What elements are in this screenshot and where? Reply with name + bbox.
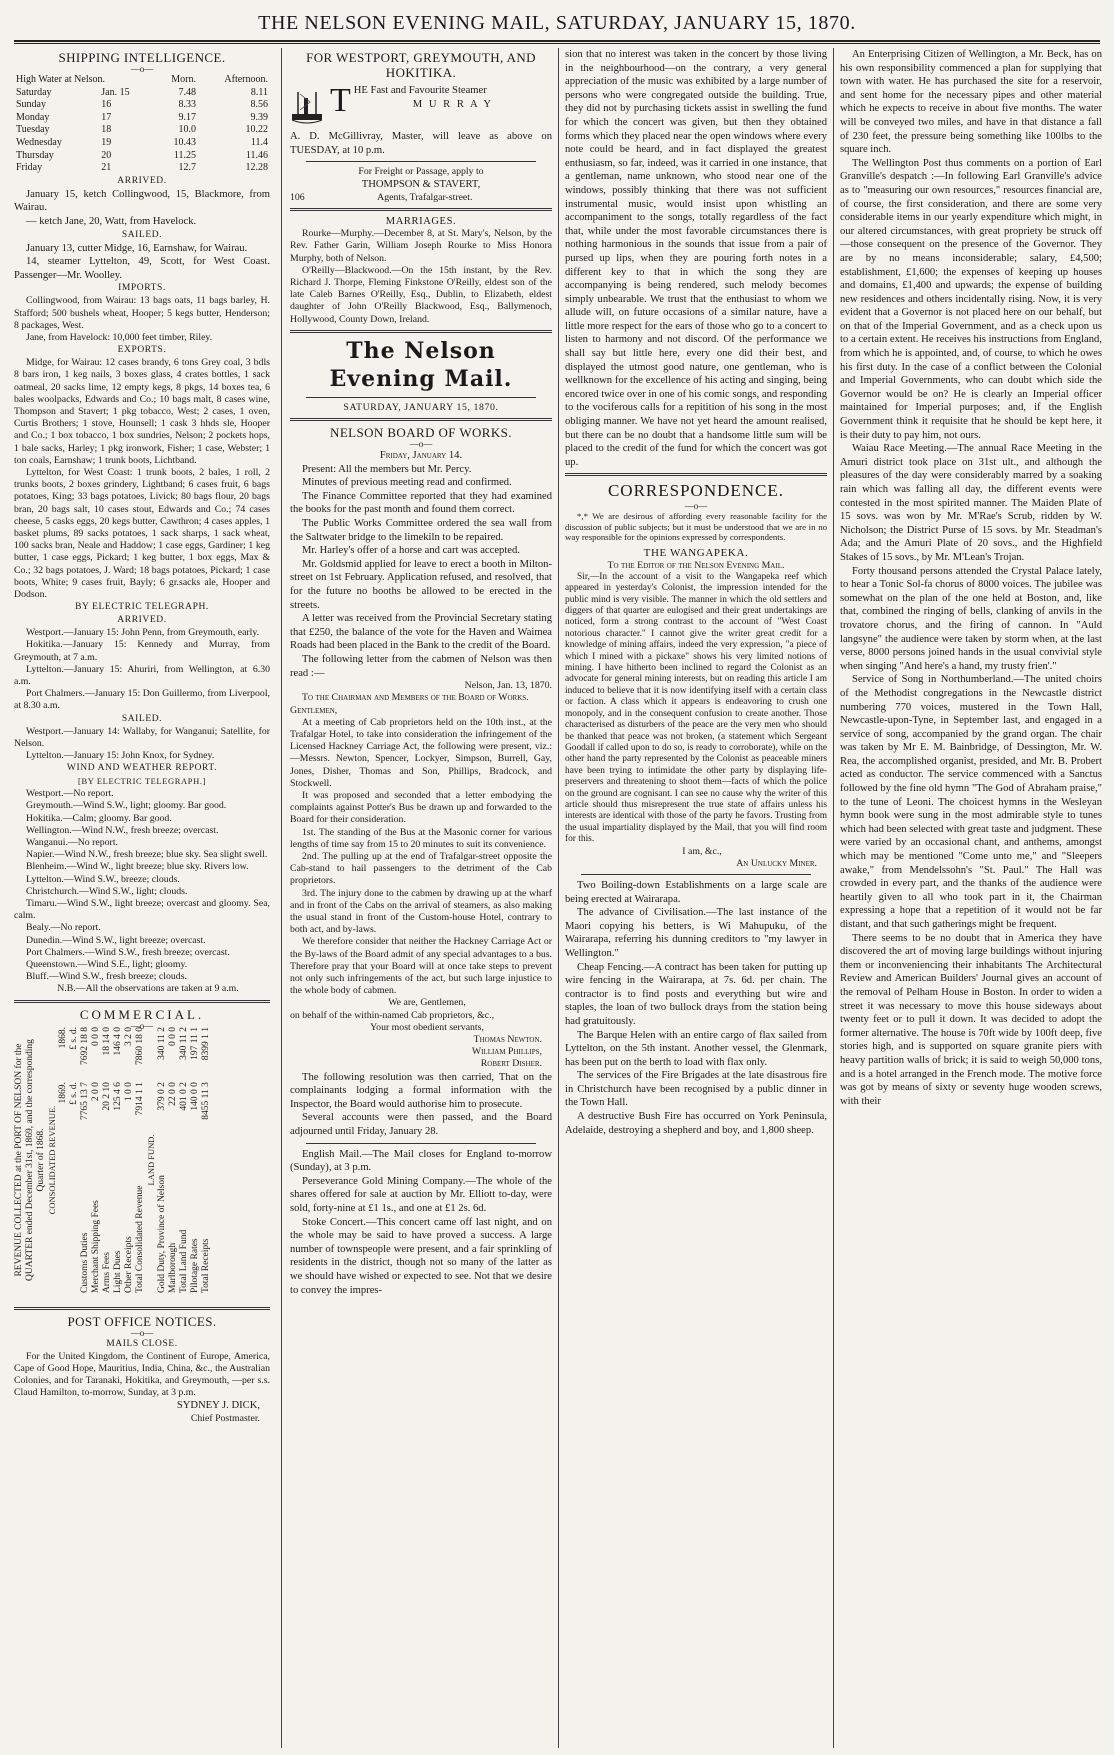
agent-name: THOMPSON & STAVERT,	[361, 179, 481, 191]
revenue-row	[102, 1025, 113, 1295]
marriage-notice: Rourke—Murphy.—December 8, at St. Mary's, Nelson, by the Rev. Father Garin, William Joseph Rourke to Miss Honora Murphy, both of Nelson.	[290, 228, 552, 264]
mails-close-heading: MAILS CLOSE.	[106, 1338, 178, 1349]
weather-note: N.B.—All the observations are taken at 9 a.m.	[57, 983, 239, 995]
masthead: THE NELSON EVENING MAIL, SATURDAY, JANUARY 15, 1870.	[258, 12, 856, 34]
divider: —o—	[409, 439, 433, 450]
tide-aft: 9.39	[250, 111, 268, 123]
shipping-heading: SHIPPING INTELLIGENCE.	[58, 50, 226, 65]
tide-row	[14, 87, 270, 100]
tide-aft: 11.4	[250, 136, 268, 148]
weather-item: Bealy.—No report.	[26, 922, 101, 934]
tide-row	[14, 137, 270, 150]
revenue-1868: 0 0 0	[91, 1026, 101, 1046]
correspondence-heading: CORRESPONDENCE.	[607, 481, 785, 501]
revenue-1869: 1 0 0	[124, 1081, 134, 1101]
letter-addressee: To the Editor of the Nelson Evening Mail.	[607, 559, 785, 571]
tide-morn: 12.7	[178, 162, 197, 174]
revenue-1869: 20 2 10	[102, 1081, 112, 1111]
revenue-row	[201, 1025, 212, 1295]
revenue-1868: 7860 18 0	[135, 1026, 145, 1065]
revenue-row	[80, 1025, 91, 1295]
tide-day: Wednesday	[16, 136, 62, 148]
revenue-1869: 8455 11 3	[201, 1081, 211, 1120]
weather-item: Napier.—Wind N.W., fresh breeze; blue sky. Sea slight swell.	[26, 849, 268, 861]
marriage-notice: O'Reilly—Blackwood.—On the 15th instant, by the Rev. Richard J. Thorpe, Fleming Finkstone O'Reilly, eldest son of the late Caleb Barnes O'Reilly, Esq., Dublin, to Elizabeth, eldest daughter of John O'Reilly Blackwood, Esq., Ballymenoch, Hollywood, County Down, Ireland.	[290, 264, 552, 325]
tide-row	[14, 124, 270, 137]
section-rule	[565, 473, 827, 476]
arrived-text: January 15, ketch Collingwood, 15, Blackmore, from Wairau.	[14, 188, 270, 214]
news-item: Service of Song in Northumberland.—The united choirs of the Methodist congregations in the Newcastle district numbering 770 voices, mustered in the Town Hall, Newcastle-upon-Tyne, in September last, and engaged in a service of song, accompanied by the grand organ. The chair was taken by Mr E. M. Bainbridge, of Dessington, Mr. W. Rea, the accomplished organist, presided, and Mr. B. Probert acted as conductor. The service commenced with a Sanctus followed by the fine old hymn "The God of Abraham praise," to the tune of Leoni. The choicest hymns in the Wesleyan hymn book were sung in the most admirable style to tunes which had been selected with great taste and judgment. These were varied by an occasional chant, and anthems, amongst which may be mentioned "Come unto me," and "Sleepers awake," from Mendelssohn's "St. Paul." The Hall was crowded in every part, and the thanks of the audience were heartily given to all who took part in it, the Chairman expressing a hope that a repetition of it would not be far distant, and that such gatherings might be frequent.	[840, 674, 1102, 930]
telegraph-arrival: Port Chalmers.—January 15: Don Guillermo, from Liverpool, at 8.30 a.m.	[14, 688, 270, 712]
revenue-col-head: 1868.	[58, 1026, 68, 1049]
board-text: The following resolution was then carried, That on the complainants lodging a formal information with the Inspector, the Board would authorise him to prosecute.	[290, 1071, 552, 1110]
revenue-1869: 401 0 2	[179, 1081, 189, 1111]
revenue-1869: 7914 1 1	[135, 1081, 145, 1116]
revenue-label: Arms Fees	[102, 1251, 112, 1293]
letter-heading: THE WANGAPEKA.	[643, 546, 749, 559]
correspondence-disclaimer: *,* We are desirous of affording every reasonable facility for the discussion of public subjects; but it must be understood that we are in no way responsible for the opinions expressed by correspondents.	[565, 511, 827, 543]
revenue-label: Gold Duty, Province of Nelson	[157, 1174, 167, 1293]
revenue-row	[179, 1025, 190, 1295]
telegraph-sailing: Lyttelton.—January 15: John Knox, for Sydney.	[26, 750, 215, 762]
section-rule	[14, 1307, 270, 1310]
tide-day: Saturday	[16, 86, 52, 98]
letter-signature: Thomas Newton.	[473, 1034, 542, 1045]
tide-day: Thursday	[16, 149, 54, 161]
section-rule	[290, 418, 552, 421]
weather-item: Queenstown.—Wind S.E., light; gloomy.	[26, 959, 188, 971]
revenue-label: Pilotage Rates	[190, 1238, 200, 1293]
news-item: The services of the Fire Brigades at the late disastrous fire in Christchurch have been recognised by a public dinner in the Town Hall.	[565, 1070, 827, 1109]
postmaster-name: SYDNEY J. DICK,	[176, 1400, 260, 1412]
news-item: There seems to be no doubt that in America they have discovered the art of moving large buildings without injuring them or inconveniencing their inhabitants The Architectural Review and American Builders' Journal gives an account of the removal of Pelham House in Boston. In order to widen a street it was necessary to move this house sideways about twenty feet or to pull it down. It was decided to adopt the former alternative. The house is 70ft wide by 100ft deep, five stories high, and is supported on square granite piers with heavy partition walls of brick; it is said to weigh 50,000 tons, and is a hotel arranged in the French mode. The motive force was got by means of sixty or seventy huge wooden screws, with their	[840, 932, 1102, 1107]
arrived-text: — ketch Jane, 20, Watt, from Havelock.	[26, 215, 197, 227]
board-heading: NELSON BOARD OF WORKS.	[330, 425, 512, 441]
westport-heading: FOR WESTPORT, GREYMOUTH, AND HOKITIKA.	[306, 50, 536, 80]
letter-close: We are, Gentlemen,	[388, 997, 466, 1009]
weather-item: Westport.—No report.	[26, 788, 114, 800]
freight-text: For Freight or Passage, apply to	[358, 166, 484, 178]
revenue-1869: 379 0 2	[157, 1081, 167, 1111]
revenue-1868: 340 11 2	[157, 1026, 167, 1060]
news-item: The Wellington Post thus comments on a portion of Earl Granville's despatch :—In following Earl Granville's advice as to "measuring our own resources," resources financial are, of course, the first consideration, and there are some very considerable items in our yearly expenditure which might, in our altered circumstances, with great propriety be struck off—those consequent on the presence of the Governor. They are by no means inconsiderable; salary, £4,500; establishment, £1,600; the expenses of keeping up houses and domains, £1,400 and upwards; the expense of building new residences and others incidentally rising. Now, it is very evident that a Governor is not placed here on our behalf, but on that of the Imperial Government, and as a check upon us to a certain extent. He receives his instructions from England, from which he is appointed, and, of course, to which he owes his first duty. In the case of a conflict between the Colonial and Imperial Governments, who can doubt which side the Governor would be on? He is clearly an Imperial officer maintained for Imperial purposes; and, if the English Government think it requisite that he should be kept here, it is their duty to pay him, not ours.	[840, 157, 1102, 441]
revenue-header-row	[58, 1025, 69, 1295]
concert-continued: sion that no interest was taken in the concert by those living in the neighbourhood—on the contrary, a very general appreciation of the music was exhibited by a large number of persons who were congregated outside the building. True, they did not by purchasing tickets assist in swelling the fund for which the concert was given, but then they obtained forms which they placed near the open windows where every note could be heard, and in fact displayed the greatest enthusiasm, so far, indeed, was it carried in one instance, that a gentleman, name unknown, who stood near one of the windows, possibly thinking that there was not sufficient instrumental music, would insist upon whistling an accompaniment to the songs, totally regardless of the fact that, while under the most favorable circumstances there is nothing harmonious in the sounds that issue from a pair of pursed up lips, when they are pouring forth notes in a different key to that in which the song they are accompanying is being rendered, such melody becomes simply unbearable. We trust that the enthusiast to whom we allude will, on future occasions of a similar nature, have a little more respect for the ears of those who go to a concert to listen to harmony and not discord. Of the performance we shall say but little here, every one did their best, and displayed the utmost good nature, one gentleman, who is wellknown for the excellence of his acting and singing, being encored twice over in one of his comic songs, and responding to the vociferous calls for a repitition of his song in the most obliging manner. We have not yet heard the amount realised, but there can be no doubt that a handsome little sum will be placed to the credit of the fund for which the concert was got up.	[565, 49, 827, 468]
steamer-master: A. D. McGillivray, Master, will leave as above on TUESDAY, at 10 p.m.	[290, 131, 552, 156]
imports-text: Collingwood, from Wairau: 13 bags oats, 11 bags barley, H. Stafford; 500 bushels wheat, Hooper; 5 kegs butter, Henderson; 8 packages, West.	[14, 295, 270, 331]
weather-item: Blenheim.—Wind W., light breeze; blue sky. Rivers low.	[26, 861, 249, 873]
tide-date: 18	[101, 124, 112, 136]
weather-item: Greymouth.—Wind S.W., light; gloomy. Bar good.	[26, 800, 227, 812]
tide-aft: 8.11	[250, 86, 268, 98]
news-item: Stoke Concert.—This concert came off last night, and on the whole may be said to have proved a success. A large number of townspeople were present, and a fair sprinkling of residents in the district, though not so many of the latter as we should have wished or expected to see. Not that we desire to convey the impres-	[290, 1216, 552, 1296]
divider: —o—	[684, 501, 708, 512]
weather-item: Port Chalmers.—Wind S.W., fresh breeze; overcast.	[26, 946, 230, 958]
revenue-label: Other Receipts	[124, 1235, 134, 1293]
exports-heading: EXPORTS.	[117, 345, 167, 356]
tide-aft: 12.28	[245, 162, 268, 174]
revenue-table-rotated	[14, 1025, 264, 1295]
section-rule	[290, 330, 552, 333]
letter-text: It was proposed and seconded that a letter embodying the complaints against Potter's Bus be drawn up and forwarded to the Board for their consideration.	[290, 789, 552, 826]
revenue-label: Customs Duties	[80, 1232, 90, 1293]
news-item: A destructive Bush Fire has occurred on York Peninsula, Adelaide, destroying a shepherd and boy, and 1,800 sheep.	[565, 1111, 827, 1136]
imports-text: Jane, from Havelock: 10,000 feet timber, Riley.	[26, 331, 213, 343]
tide-morn: 10.0	[178, 124, 197, 136]
column-3	[565, 48, 827, 1748]
weather-item: Wellington.—Wind N.W., fresh breeze; overcast.	[26, 824, 219, 836]
tide-date: 20	[101, 149, 112, 161]
news-item: The advance of Civilisation.—The last instance of the Maori copying his betters, is Wi Mahupuku, of the Wairarapa, referring his dunning creditors to "my lawyer in Wellington."	[565, 907, 827, 959]
tide-morn: 11.25	[173, 149, 197, 161]
tide-morn: 7.48	[178, 86, 197, 98]
weather-item: Timaru.—Wind S.W., light breeze; overcast and gloomy. Sea, calm.	[14, 898, 270, 922]
drop-cap: T	[330, 82, 351, 119]
revenue-row	[190, 1025, 201, 1295]
board-text: Present: All the members but Mr. Percy.	[302, 463, 472, 475]
divider	[581, 874, 811, 875]
column-2	[290, 48, 552, 1748]
section-rule	[290, 208, 552, 211]
paper-title: The Nelson Evening Mail.	[329, 337, 513, 392]
letter-signature: An Unlucky Miner.	[736, 857, 817, 869]
tide-table	[14, 74, 270, 175]
divider	[306, 1143, 536, 1144]
tide-date: 16	[101, 99, 112, 111]
sailed-text: January 13, cutter Midge, 16, Earnshaw, for Wairau.	[26, 242, 248, 254]
column-rule	[281, 48, 282, 1748]
revenue-label: Total Receipts	[201, 1238, 211, 1293]
section-rule	[14, 1000, 270, 1003]
revenue-caption: REVENUE COLLECTED at the PORT OF NELSON for the QUARTER ended December 31st, 1869, and the corresponding Quarter of 1868.	[14, 1038, 46, 1281]
news-item: Two Boiling-down Establishments on a large scale are being erected at Wairarapa.	[565, 879, 827, 905]
revenue-row	[124, 1025, 135, 1295]
revenue-unit: £ s. d.	[69, 1026, 79, 1050]
weather-subheading: [BY ELECTRIC TELEGRAPH.]	[78, 776, 206, 787]
revenue-col-head	[58, 1135, 69, 1295]
sailed-text: 14, steamer Lyttelton, 49, Scott, for West Coast. Passenger—Mr. Woolley.	[14, 256, 270, 281]
tide-header: Morn.	[171, 74, 197, 85]
revenue-label: Marlborough	[168, 1242, 178, 1293]
revenue-1869: 125 4 6	[113, 1081, 123, 1111]
news-item: Perseverance Gold Mining Company.—The whole of the shares offered for sale at auction by Mr. Elliott to-day, were sold, forty-nine at £1 1s., and one at £1 2s. 6d.	[290, 1175, 552, 1214]
telegraph-sailed-heading: SAILED.	[121, 713, 163, 724]
arrived-heading: ARRIVED.	[117, 175, 167, 186]
letter-close: I am, &c.,	[682, 845, 722, 857]
imports-heading: IMPORTS.	[118, 283, 166, 294]
revenue-1868: 0 0 0	[168, 1026, 178, 1046]
revenue-1869: 2 0 0	[91, 1081, 101, 1101]
revenue-1869: 22 0 0	[168, 1081, 178, 1106]
letter-text: 3rd. The injury done to the cabmen by drawing up at the wharf and in front of the Cabs on the arrival of steamers, as also making the usual stand in front of the Custom-house Hotel, contrary to both act, and by-laws.	[290, 887, 552, 936]
column-rule	[558, 48, 559, 1748]
board-text: Mr. Goldsmid applied for leave to erect a booth in Milton-street on 1st February. Application refused, and resolved, that for the future no booths be allowed to be erected in the streets.	[290, 558, 552, 611]
revenue-1868: 18 14 0	[102, 1026, 112, 1056]
letter-salutation: Gentlemen,	[290, 704, 338, 716]
revenue-1868: 8399 1 1	[201, 1026, 211, 1060]
marriages-heading: MARRIAGES.	[385, 216, 457, 228]
divider	[306, 397, 536, 398]
weather-item: Bluff.—Wind S.W., fresh breeze; clouds.	[26, 971, 187, 983]
news-item: Waiau Race Meeting.—The annual Race Meeting in the Amuri district took place on 31st ult., and although the pleasures of the day were considerably marred by a soaking rain which was falling all day, the different events were contested in the most spirited manner. The Maiden Plate of 15 sovs. was won by Mr. M'Rae's Scrub, ridden by W. Nicholson; the District Purse of 15 sovs. by Mr. Steadman's Ada; and the Amuri Plate of 20 sovs., and the Highfield Stakes of 15 sovs., by Mr. M'Lean's Trojan.	[840, 443, 1102, 563]
revenue-label: Total Land Fund	[179, 1229, 189, 1293]
weather-heading: WIND AND WEATHER REPORT.	[66, 763, 218, 774]
tide-morn: 8.33	[178, 99, 197, 111]
letter-body: Sir,—In the account of a visit to the Wangapeka reef which appeared in yesterday's Colonist, the impression intended for the public mind is very visible. The manner in which the old settlers and diggers of that quarter are eulogised and their great undertakings are noticed, form a strong contrast to the account of "West Coast notorious character." I cannot give the writer great credit for a knowledge of mining affairs, indeed the very expression, "a piece of which I mined with a pickaxe" shows his very limited notions of mining. I have hitherto been inclined to regard the Colonist as an advocate for general mining interests, but on reading this article I am induced to believe that it is now identifying itself with a certain class or faction. A class which it appears is endeavoring to crush one monopoly, and in the consequent confusion to create another. Those characterised as disturbers of the peace are the very men who should be thanked that peace was not broken, (a statement which Sergeant Goodall if called upon to do so, is ready to corroborate), while on the other hand the party represented by the Colonist as peaceable miners have been trying to intimidate the other party by displaying life-preservers and threatening to shoot them—facts of which the police on the ground are cognisant. I can see no cause why the writer of this article should thus misrepresent the true state of affairs unless his interests are identical with those of the party he favors. Trusting from the usual impartiality displayed by the Mail, that you will find room for this.	[565, 571, 827, 845]
revenue-1868: 197 11 1	[190, 1026, 200, 1060]
masthead-rule	[14, 40, 1100, 44]
tide-date: 19	[101, 136, 112, 148]
letter-text: 2nd. The pulling up at the end of Trafalgar-street opposite the Cab-stand to hail passengers to the detriment of the Cab proprietors.	[290, 850, 552, 887]
divider: —o—	[130, 1020, 154, 1031]
news-item: Cheap Fencing.—A contract has been taken for putting up wire fencing in the Wairarapa, at 7s. 6d. per chain. The contractor is to find posts and everything but wire and staples, the loan of two bullock drays from the station being had gratuitously.	[565, 961, 827, 1027]
letter-close: Your most obedient servants,	[370, 1021, 484, 1033]
tide-aft: 10.22	[245, 124, 268, 136]
revenue-label: Total Consolidated Revenue	[135, 1185, 145, 1293]
revenue-row	[113, 1025, 124, 1295]
tide-day: Sunday	[16, 99, 46, 111]
letter-addressee: To the Chairman and Members of the Board of Works.	[302, 692, 529, 704]
column-1	[14, 48, 270, 1748]
revenue-row	[157, 1025, 168, 1295]
exports-text: Lyttelton, for West Coast: 1 trunk boots, 2 bales, 1 roll, 2 trunks boots, 2 boxes grindery, Lightband; 6 cases fruit, 6 bags potatoes, King; 33 bags potatoes, Livick; 80 bags flour, 20 bags bran, 20 bags salt, 10 cases stout, Edwards and Co.; 74 cases cheese, 5 casks eggs, 20 kegs butter, Cawthron; 4 cases apples, 1 basket plums, 89 sacks potatoes, 1 sack sharps, 1 sack wheat, 100 sacks bran, Neale and Haddow; 1 case eggs, Gardiner; 1 keg butter, 1 case eggs, Pickard; 1 keg butter, 1 box eggs, Max & Co.; 32 bags potatoes, J. Ward; 18 bags potatoes, Pickard; 1 case boots, White; 9 cases fruit, Bayly; 6 gr.sacks ale, Hooper and Dodson.	[14, 466, 270, 600]
letter-signature: Robert Disher.	[480, 1058, 542, 1070]
tide-header: Afternoon.	[224, 74, 268, 85]
advert-number: 106	[290, 191, 305, 203]
board-text: The following letter from the cabmen of Nelson was then read :—	[290, 653, 552, 679]
tide-aft: 11.46	[245, 149, 268, 161]
mails-close-text: For the United Kingdom, the Continent of Europe, America, Cape of Good Hope, Mauritius, India, China, &c., the Australian Colonies, and for Taranaki, Hokitika, and Greymouth, —per s.s. Claud Hamilton, to-morrow, Sunday, at 3 p.m.	[14, 1350, 270, 1399]
tide-row	[14, 99, 270, 112]
exports-text: Midge, for Wairau: 12 cases brandy, 6 tons Grey coal, 3 bdls 8 bars iron, 1 keg nails, 3 boxes glass, 4 crates bottles, 1 sack oatmeal, 20 sacks lime, 12 empty kegs, 8 pkgs, 14 boxes tea, 6 bales woolpacks, Edwards and Co.; 10 bags malt, 8 cases wine, Thompson and Stavert; 1 pkg tobacco, West; 2 cases, 1 oven, Curtis Brothers; 1 stove, Hounsell; 1 cask 3 hhds sle, Hooper and Co.; 1 box tobacco, 1 box sundries, Nelson; 2 pockets hops, 1 bale sacks, Harley; 1 pkg ironwork, Fisher; 1 case, Webster; 1 ton coals, Earnshaw; 1 trunk boots, Lichtband.	[14, 357, 270, 466]
letter-text: 1st. The standing of the Bus at the Masonic corner for various lengths of time say from 15 to 20 minutes to suit its convenience.	[290, 826, 552, 850]
news-item: An Enterprising Citizen of Wellington, a Mr. Beck, has on his own responsibility commenced a plan for supplying that town with water. He has purchased the site for a reservoir, and sent home for the necessary pipes and other material which he expects to receive in about five months. The water will be conveyed two miles, and have in that distance a fall of 230 feet, the pressure being something like 100lbs to the square inch.	[840, 49, 1102, 156]
weather-item: Christchurch.—Wind S.W., light; clouds.	[26, 885, 188, 897]
agent-address: Agents, Trafalgar-street.	[377, 191, 473, 203]
tide-row	[14, 150, 270, 163]
tide-row	[14, 112, 270, 125]
revenue-label: Merchant Shipping Fees	[91, 1199, 101, 1293]
steamer-intro: HE Fast and Favourite Steamer	[353, 85, 487, 96]
telegraph-heading: BY ELECTRIC TELEGRAPH.	[75, 602, 209, 613]
board-text: A letter was received from the Provincial Secretary stating that £250, the balance of the vote for the Haven and Waimea Roads had been placed in the Bank to the credit of the Board.	[290, 613, 552, 652]
telegraph-arrival: Hokitika.—January 15: Kennedy and Murray, from Greymouth, at 7 a.m.	[14, 639, 270, 663]
revenue-table	[58, 1025, 212, 1295]
steamer-advert	[290, 84, 552, 204]
telegraph-sailing: Westport.—January 14: Wallaby, for Wanganui; Satellite, for Nelson.	[14, 725, 270, 749]
letter-close: on behalf of the within-named Cab proprietors, &c.,	[290, 1009, 495, 1021]
telegraph-arrival: Westport.—January 15: John Penn, from Greymouth, early.	[26, 627, 260, 639]
tide-date: 17	[101, 111, 112, 123]
steamer-name: M U R R A Y	[412, 98, 493, 110]
tide-day: Tuesday	[16, 124, 50, 136]
commercial-heading: COMMERCIAL.	[79, 1006, 205, 1022]
steamship-icon	[290, 88, 324, 128]
tide-header-row	[14, 74, 270, 87]
weather-item: Hokitika.—Calm; gloomy. Bar good.	[26, 812, 172, 824]
tide-aft: 8.56	[250, 99, 268, 111]
weather-item: Lyttelton.—Wind S.W., breeze; clouds.	[26, 873, 180, 885]
revenue-table-block	[14, 1026, 270, 1303]
revenue-label: Light Dues	[113, 1250, 123, 1293]
column-rule	[833, 48, 834, 1748]
telegraph-arrival: Lyttelton.—January 15: Ahuriri, from Wellington, at 6.30 a.m.	[14, 663, 270, 687]
letter-text: At a meeting of Cab proprietors held on the 10th inst., at the Trafalgar Hotel, to take into consideration the infringement of the Licensed Hackney Carriage Act, the following were present, viz.:—Messrs. Newton, Spencer, Lockyer, Simpson, Burrell, Gay, Jones, Disher, Thomas and Son, Phillips, Bradcock, and Stockwell.	[290, 716, 552, 789]
land-fund-heading: LAND FUND.	[146, 1134, 156, 1186]
revenue-row	[135, 1025, 146, 1295]
divider	[306, 161, 536, 162]
letter-signature: William Phillips,	[471, 1046, 542, 1058]
tide-day: Monday	[16, 111, 50, 123]
tide-morn: 10.43	[173, 136, 197, 148]
revenue-unit-row	[69, 1025, 80, 1295]
revenue-row	[168, 1025, 179, 1295]
divider: —o—	[130, 1327, 154, 1338]
tide-date: Jan. 15	[101, 86, 130, 98]
letter-text: We therefore consider that neither the Hackney Carriage Act or the By-laws of the Board admit of any special advantages to a bus. Therefore pray that your Board will at once take steps to prevent not only such infringements of the act, but such large injustice to the whole body of cabmen.	[290, 936, 552, 997]
news-item: English Mail.—The Mail closes for England to-morrow (Sunday), at 3 p.m.	[290, 1148, 552, 1174]
board-text: Several accounts were then passed, and the Board adjourned until Friday, January 28.	[290, 1112, 552, 1137]
board-text: The Public Works Committee ordered the sea wall from the Saltwater bridge to the limekiln to be repaired.	[290, 517, 552, 543]
revenue-1869: 7765 13 7	[80, 1081, 90, 1120]
land-fund-heading-row	[146, 1025, 157, 1295]
tide-day: Friday	[16, 162, 43, 174]
paper-date: SATURDAY, JANUARY 15, 1870.	[343, 401, 499, 413]
weather-item: Dunedin.—Wind S.W., light breeze; overcast.	[26, 934, 206, 946]
board-text: The Finance Committee reported that they had examined the books for the past month and found them correct.	[290, 490, 552, 516]
board-text: Mr. Harley's offer of a horse and cart was accepted.	[302, 545, 520, 557]
revenue-row	[91, 1025, 102, 1295]
telegraph-arrived-heading: ARRIVED.	[117, 615, 167, 626]
revenue-col-head: 1869.	[58, 1081, 68, 1104]
tide-date: 21	[101, 162, 112, 174]
board-date: Friday, January 14.	[379, 450, 463, 462]
revenue-unit: £ s. d.	[69, 1081, 79, 1105]
tide-header: High Water at Nelson.	[16, 74, 105, 85]
divider: —o—	[130, 64, 154, 74]
revenue-1868: 340 11 2	[179, 1026, 189, 1060]
post-office-heading: POST OFFICE NOTICES.	[67, 1313, 217, 1329]
weather-item: Wanganui.—No report.	[26, 837, 118, 849]
revenue-1868: 146 4 0	[113, 1026, 123, 1056]
revenue-1869: 140 0 0	[190, 1081, 200, 1111]
revenue-1868: 3 2 0	[124, 1026, 134, 1046]
letter-date: Nelson, Jan. 13, 1870.	[464, 680, 552, 692]
column-4	[840, 48, 1102, 1748]
tide-row	[14, 162, 270, 175]
postmaster-title: Chief Postmaster.	[190, 1413, 260, 1425]
consolidated-heading: CONSOLIDATED REVENUE.	[47, 1105, 57, 1214]
news-item: The Barque Helen with an entire cargo of flax sailed from Lyttelton, on the 5th instant. Another vessel, the Glenmark, has been put on the berth to load with flax only.	[565, 1029, 827, 1068]
sailed-heading: SAILED.	[121, 229, 163, 240]
revenue-1868: 7692 18 8	[80, 1026, 90, 1065]
tide-morn: 9.17	[178, 111, 197, 123]
board-text: Minutes of previous meeting read and confirmed.	[302, 477, 512, 489]
news-item: Forty thousand persons attended the Crystal Palace lately, to hear a Tonic Sol-fa chorus of 8000 voices. The jubilee was somewhat on the plan of the one held at Boston, and, like that, combined the ringing of bells, clanking of anvils in the trovatore chorus, and the firing of cannon. In "Auld langsyne" the audience were taken by storm when, at the last verse, 8000 persons joined hands in the usual convivial style when singing "And here's a hand, my trusty frien'."	[840, 565, 1102, 672]
